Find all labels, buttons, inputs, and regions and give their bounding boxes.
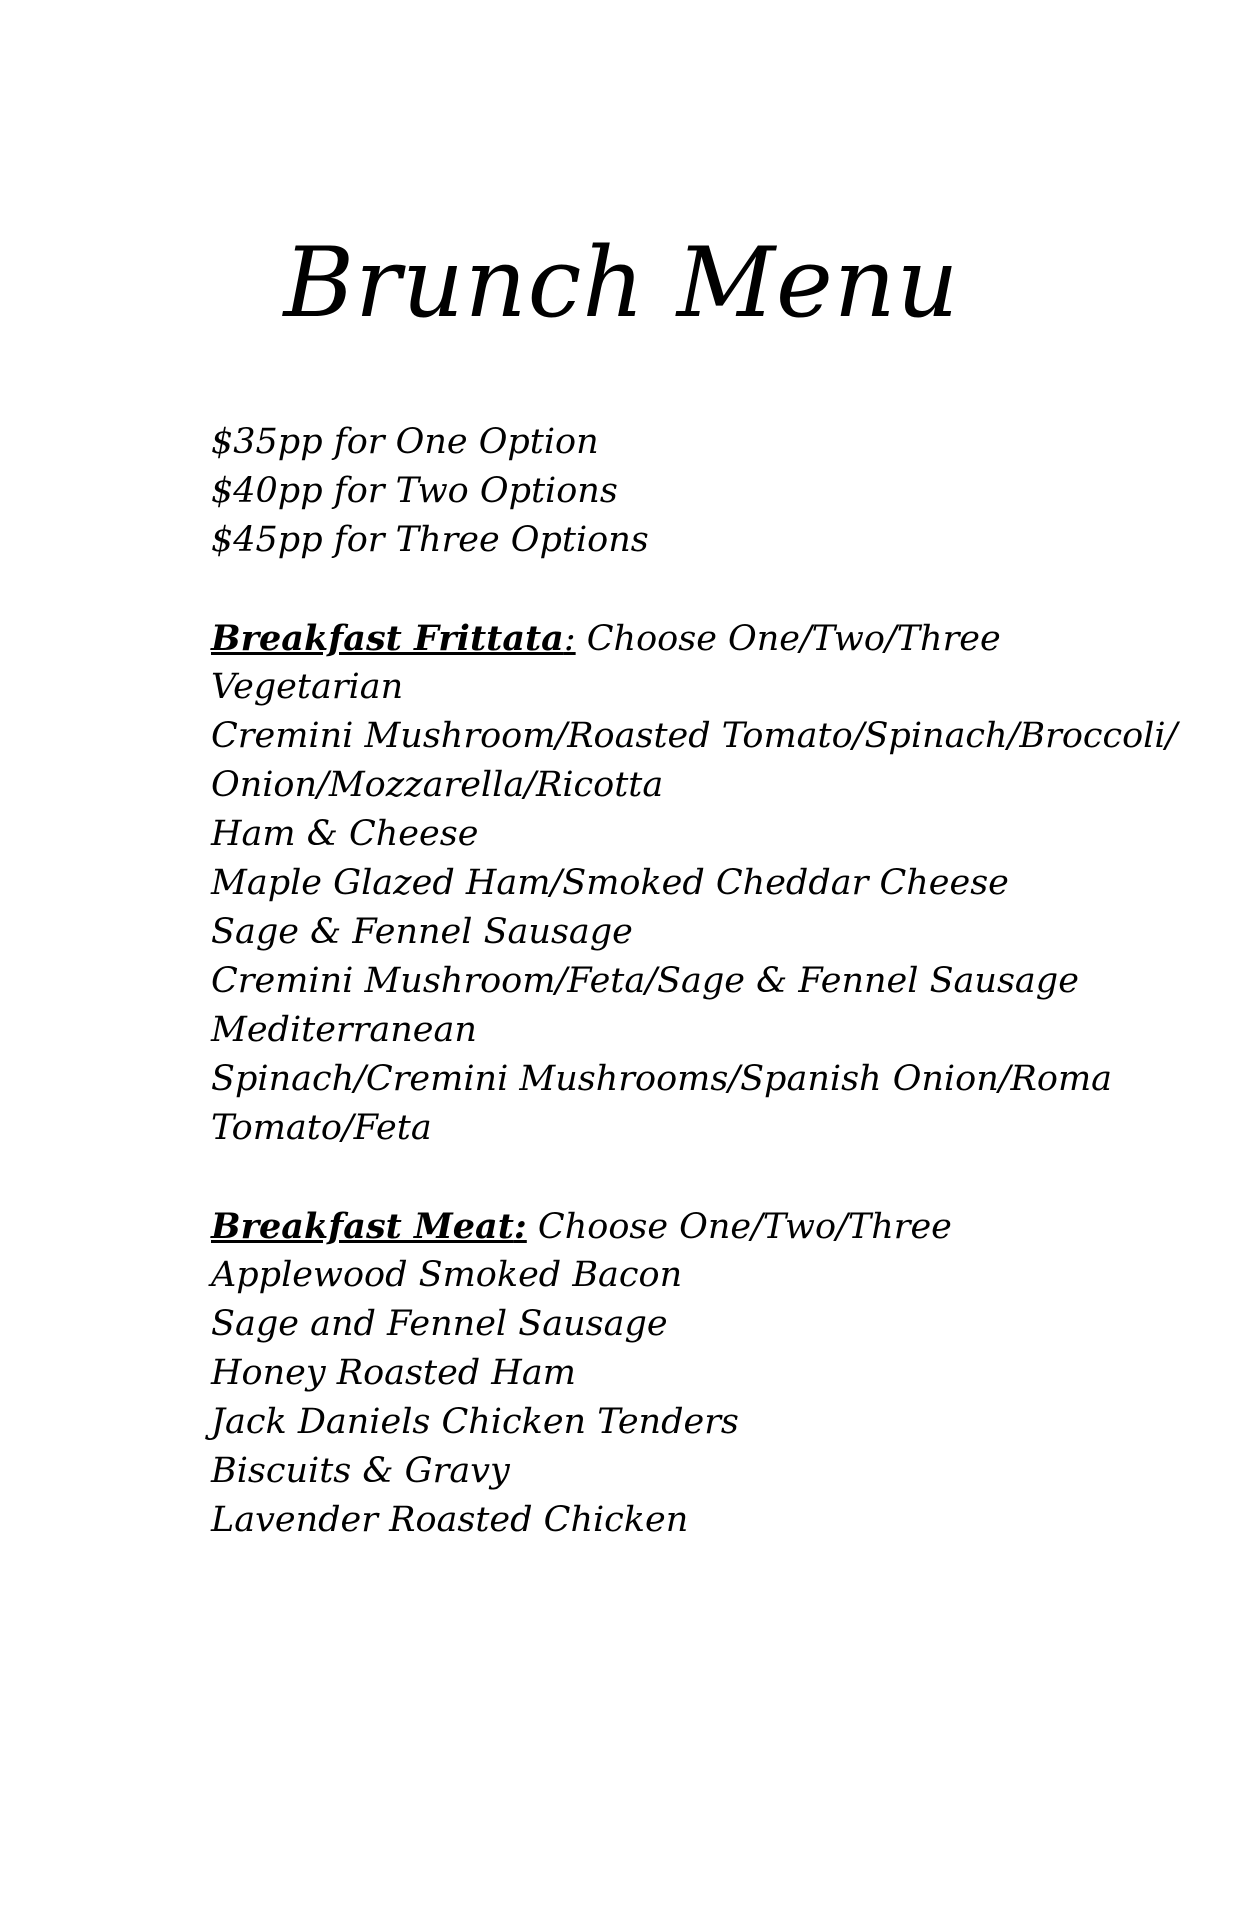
- section-spacer: [211, 565, 1111, 614]
- frittata-heading-line: [211, 614, 1111, 663]
- menu-item: Applewood Smoked Bacon: [211, 1255, 683, 1295]
- menu-item: Honey Roasted Ham: [211, 1353, 576, 1393]
- pricing-section: [211, 418, 1111, 565]
- menu-item: Biscuits & Gravy: [211, 1451, 510, 1491]
- frittata-colon: :: [563, 619, 576, 659]
- frittata-section: [211, 614, 1178, 1153]
- menu-item: Ham & Cheese: [211, 814, 479, 854]
- menu-item: Jack Daniels Chicken Tenders: [211, 1402, 739, 1442]
- meat-heading: Breakfast Meat: [211, 1206, 514, 1247]
- price-line: $45pp for Three Options: [211, 520, 649, 560]
- menu-item: Tomato/Feta: [211, 1108, 432, 1148]
- frittata-choose-text: Choose One/Two/Three: [575, 619, 1001, 659]
- meat-choose-text: Choose One/Two/Three: [526, 1207, 952, 1247]
- menu-content: [211, 418, 1178, 1545]
- meat-heading-line: [211, 1202, 1111, 1251]
- menu-item: Spinach/Cremini Mushrooms/Spanish Onion/Roma: [211, 1059, 1113, 1099]
- meat-section: [211, 1202, 1111, 1545]
- price-line: $40pp for Two Options: [211, 471, 618, 511]
- meat-colon: :: [513, 1206, 527, 1247]
- frittata-heading: Breakfast Frittata: [211, 618, 564, 659]
- menu-item: Sage & Fennel Sausage: [211, 912, 633, 952]
- page-title: Brunch Menu: [283, 227, 960, 339]
- menu-item: Onion/Mozzarella/Ricotta: [211, 765, 664, 805]
- menu-item: Cremini Mushroom/Roasted Tomato/Spinach/Broccoli/: [211, 716, 1178, 756]
- menu-item: Lavender Roasted Chicken: [211, 1500, 689, 1540]
- menu-item: Mediterranean: [211, 1010, 477, 1050]
- price-line: $35pp for One Option: [211, 422, 599, 462]
- section-spacer: [211, 1153, 1111, 1202]
- menu-item: Vegetarian: [211, 667, 404, 707]
- menu-item: Maple Glazed Ham/Smoked Cheddar Cheese: [211, 863, 1009, 903]
- menu-item: Sage and Fennel Sausage: [211, 1304, 668, 1344]
- menu-item: Cremini Mushroom/Feta/Sage & Fennel Sausage: [211, 961, 1079, 1001]
